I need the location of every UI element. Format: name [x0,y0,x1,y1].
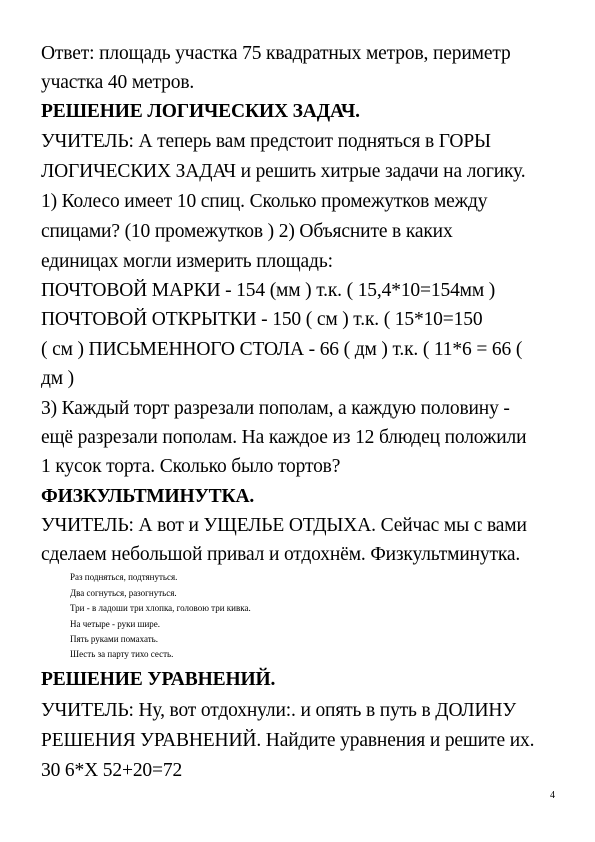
poem-line-6: Шесть за парту тихо сесть. [70,649,174,659]
poem-line-3: Три - в ладоши три хлопка, головою три кивка. [70,603,251,613]
poem-line-2: Два согнуться, разогнуться. [70,588,177,598]
teacher-equations-line-1: УЧИТЕЛЬ: Ну, вот отдохнули:. и опять в путь в ДОЛИНУ [41,700,516,721]
poem-line-4: На четыре - руки шире. [70,619,161,629]
heading-physical-break: ФИЗКУЛЬТМИНУТКА. [41,486,255,507]
teacher-rest-line-2: сделаем небольшой привал и отдохнём. Физкультминутка. [41,544,521,565]
task-2-line-1: спицами? (10 промежутков ) 2) Объясните в каких [41,221,453,242]
postcard-line: ПОЧТОВОЙ ОТКРЫТКИ - 150 ( см ) т.к. ( 15*10=150 [41,309,483,330]
dm-line: дм ) [41,368,75,389]
poem-line-5: Пять руками помахать. [70,634,159,644]
task-2-line-2: единицах могли измерить площадь: [41,251,333,272]
teacher-line-1: УЧИТЕЛЬ: А теперь вам предстоит подняться в ГОРЫ [41,131,491,152]
task-3-line-3: 1 кусок торта. Сколько было тортов? [41,456,341,477]
stamp-line: ПОЧТОВОЙ МАРКИ - 154 (мм ) т.к. ( 15,4*10=154мм ) [41,280,496,301]
task-3-line-1: 3) Каждый торт разрезали пополам, а каждую половину - [41,398,510,419]
heading-equations: РЕШЕНИЕ УРАВНЕНИЙ. [41,669,276,690]
poem-line-1: Раз подняться, подтянуться. [70,572,178,582]
desk-line: ( см ) ПИСЬМЕННОГО СТОЛА - 66 ( дм ) т.к. ( 11*6 = 66 ( [41,339,523,360]
teacher-line-2: ЛОГИЧЕСКИХ ЗАДАЧ и решить хитрые задачи на логику. [41,161,526,182]
task-3-line-2: ещё разрезали пополам. На каждое из 12 блюдец положили [41,427,527,448]
heading-logic-tasks: РЕШЕНИЕ ЛОГИЧЕСКИХ ЗАДАЧ. [41,101,360,122]
answer-line-2: участка 40 метров. [41,72,195,93]
teacher-rest-line-1: УЧИТЕЛЬ: А вот и УЩЕЛЬЕ ОТДЫХА. Сейчас мы с вами [41,515,527,536]
answer-line-1: Ответ: площадь участка 75 квадратных метров, периметр [41,43,511,64]
teacher-equations-line-2: РЕШЕНИЯ УРАВНЕНИЙ. Найдите уравнения и решите их. [41,730,535,751]
equations-line: 30 6*Х 52+20=72 [41,760,183,781]
page-number: 4 [550,790,555,801]
task-1-line: 1) Колесо имеет 10 спиц. Сколько промежутков между [41,191,488,212]
